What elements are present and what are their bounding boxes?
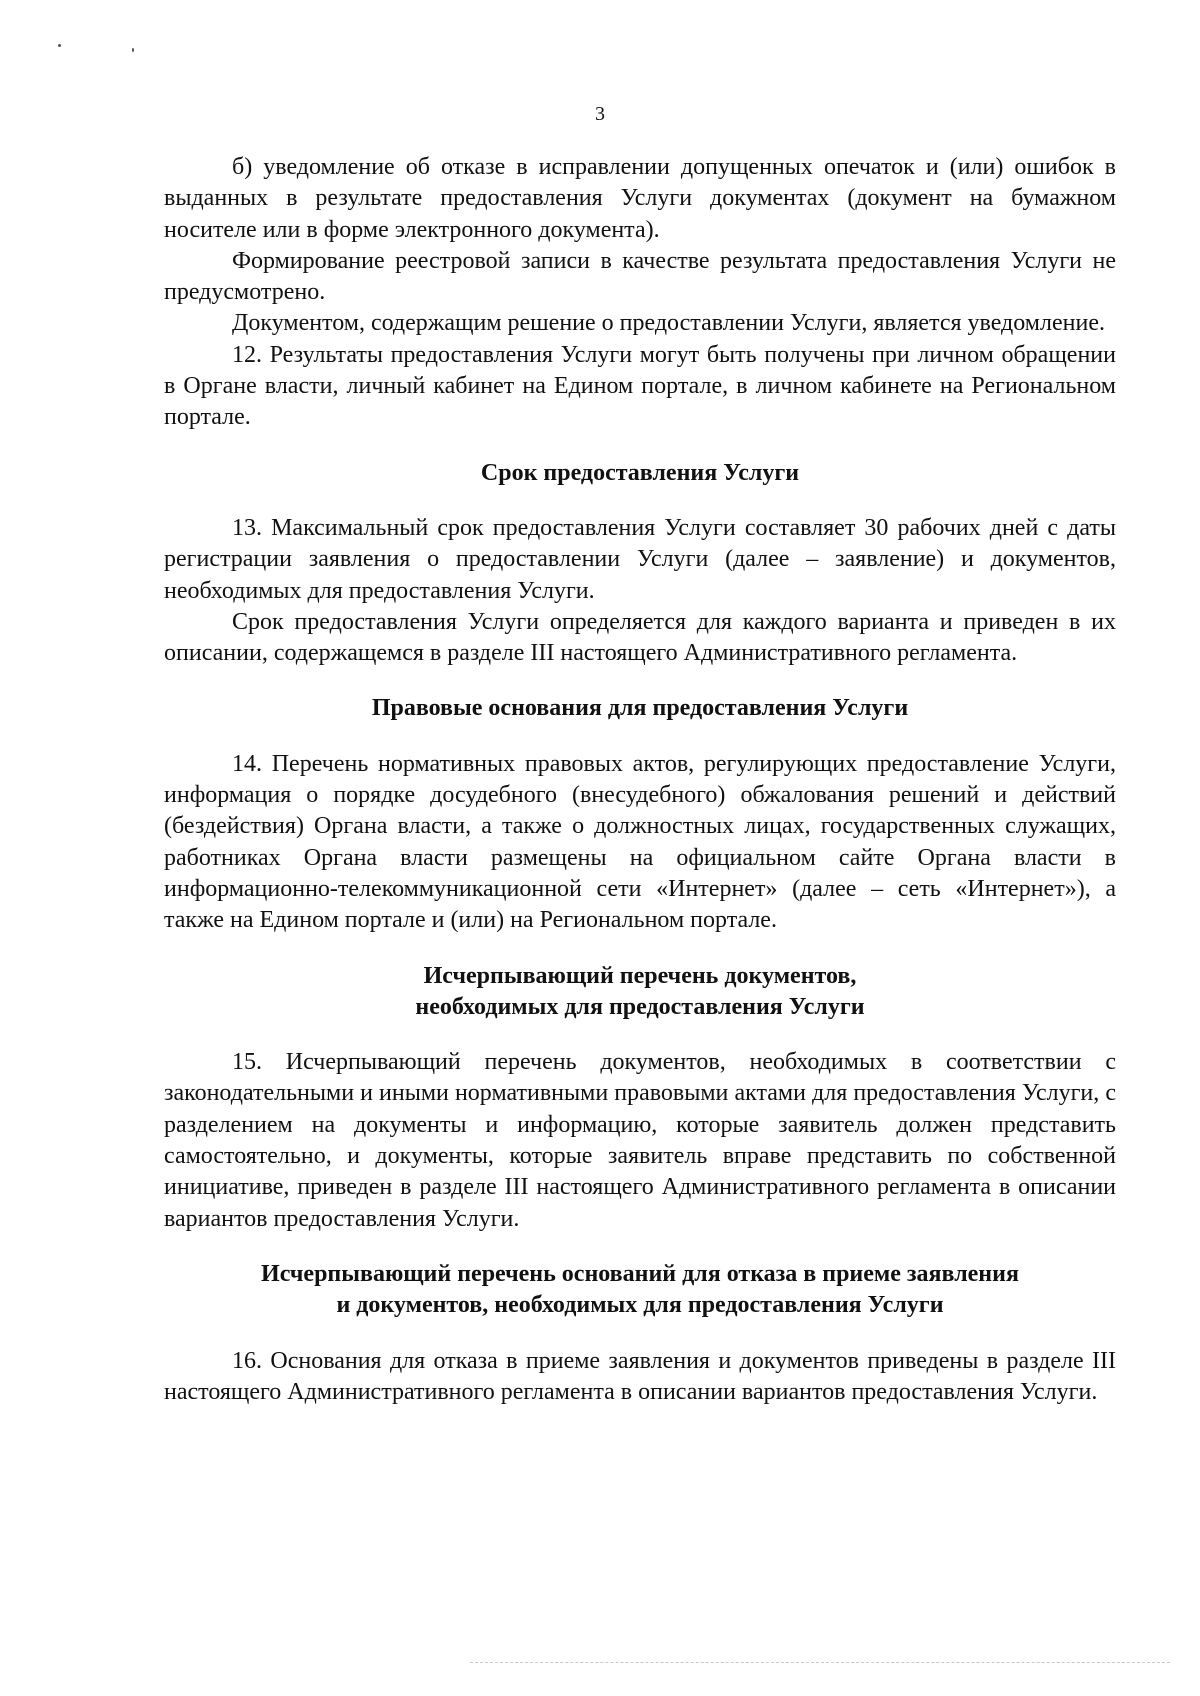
paragraph-14: 14. Перечень нормативных правовых актов, регулирующих предоставление Услуги, информация о порядке досудебного (внесудебного) обжалования решений и действий (бездействия) Органа власти, а также о должностных лицах, государственных служащих, работниках Органа власти размещены на официальном сайте Органа власти в информационно-телекоммуникационной сети «Интернет» (далее – сеть «Интернет»), а также на Едином портале и (или) на Региональном портале. <box>164 750 1116 934</box>
heading-legal-grounds <box>164 693 1116 724</box>
heading-documents-list <box>164 961 1116 1024</box>
heading-line: необходимых для предоставления Услуги <box>415 993 865 1020</box>
page-number: 3 <box>595 103 605 125</box>
paragraph-registry-record: Формирование реестровой записи в качестве результата предоставления Услуги не предусмотрено. <box>164 247 1116 306</box>
scan-speck <box>58 44 61 47</box>
heading-line: Правовые основания для предоставления Услуги <box>371 695 909 722</box>
paragraph-13: 13. Максимальный срок предоставления Услуги составляет 30 рабочих дней с даты регистрации заявления о предоставлении Услуги (далее – заявление) и документов, необходимых для предоставления Услуги. <box>164 514 1116 604</box>
heading-line: Исчерпывающий перечень документов, <box>423 962 857 989</box>
paragraph-15: 15. Исчерпывающий перечень документов, необходимых в соответствии с законодательными и иными нормативными правовыми актами для предоставления Услуги, с разделением на документы и информацию, которые заявитель должен представить самостоятельно, и документы, которые заявитель вправе представить по собственной инициативе, приведен в разделе III настоящего Административного регламента в описании вариантов предоставления Услуги. <box>164 1049 1116 1232</box>
scan-edge-noise <box>470 1662 1170 1663</box>
scan-speck <box>132 48 134 52</box>
paragraph-12: 12. Результаты предоставления Услуги могут быть получены при личном обращении в Органе власти, личный кабинет на Едином портале, в личном кабинете на Региональном портале. <box>164 341 1116 431</box>
paragraph-16: 16. Основания для отказа в приеме заявления и документов приведены в разделе III настоящего Административного регламента в описании вариантов предоставления Услуги. <box>164 1347 1116 1405</box>
heading-line: и документов, необходимых для предоставления Услуги <box>336 1292 944 1319</box>
paragraph-result-notice: б) уведомление об отказе в исправлении допущенных опечаток и (или) ошибок в выданных в результате предоставления Услуги документах (документ на бумажном носителе или в форме электронного документа). <box>164 154 1116 243</box>
heading-line: Срок предоставления Услуги <box>480 459 800 486</box>
heading-line: Исчерпывающий перечень оснований для отказа в приеме заявления <box>261 1260 1019 1287</box>
paragraph-decision-document: Документом, содержащим решение о предоставлении Услуги, является уведомление. <box>232 310 1105 337</box>
heading-refusal-grounds <box>164 1259 1116 1322</box>
document-body <box>164 152 1116 1408</box>
heading-service-term <box>164 458 1116 489</box>
paragraph-term-variants: Срок предоставления Услуги определяется для каждого варианта и приведен в их описании, содержащемся в разделе III настоящего Административного регламента. <box>164 608 1116 667</box>
